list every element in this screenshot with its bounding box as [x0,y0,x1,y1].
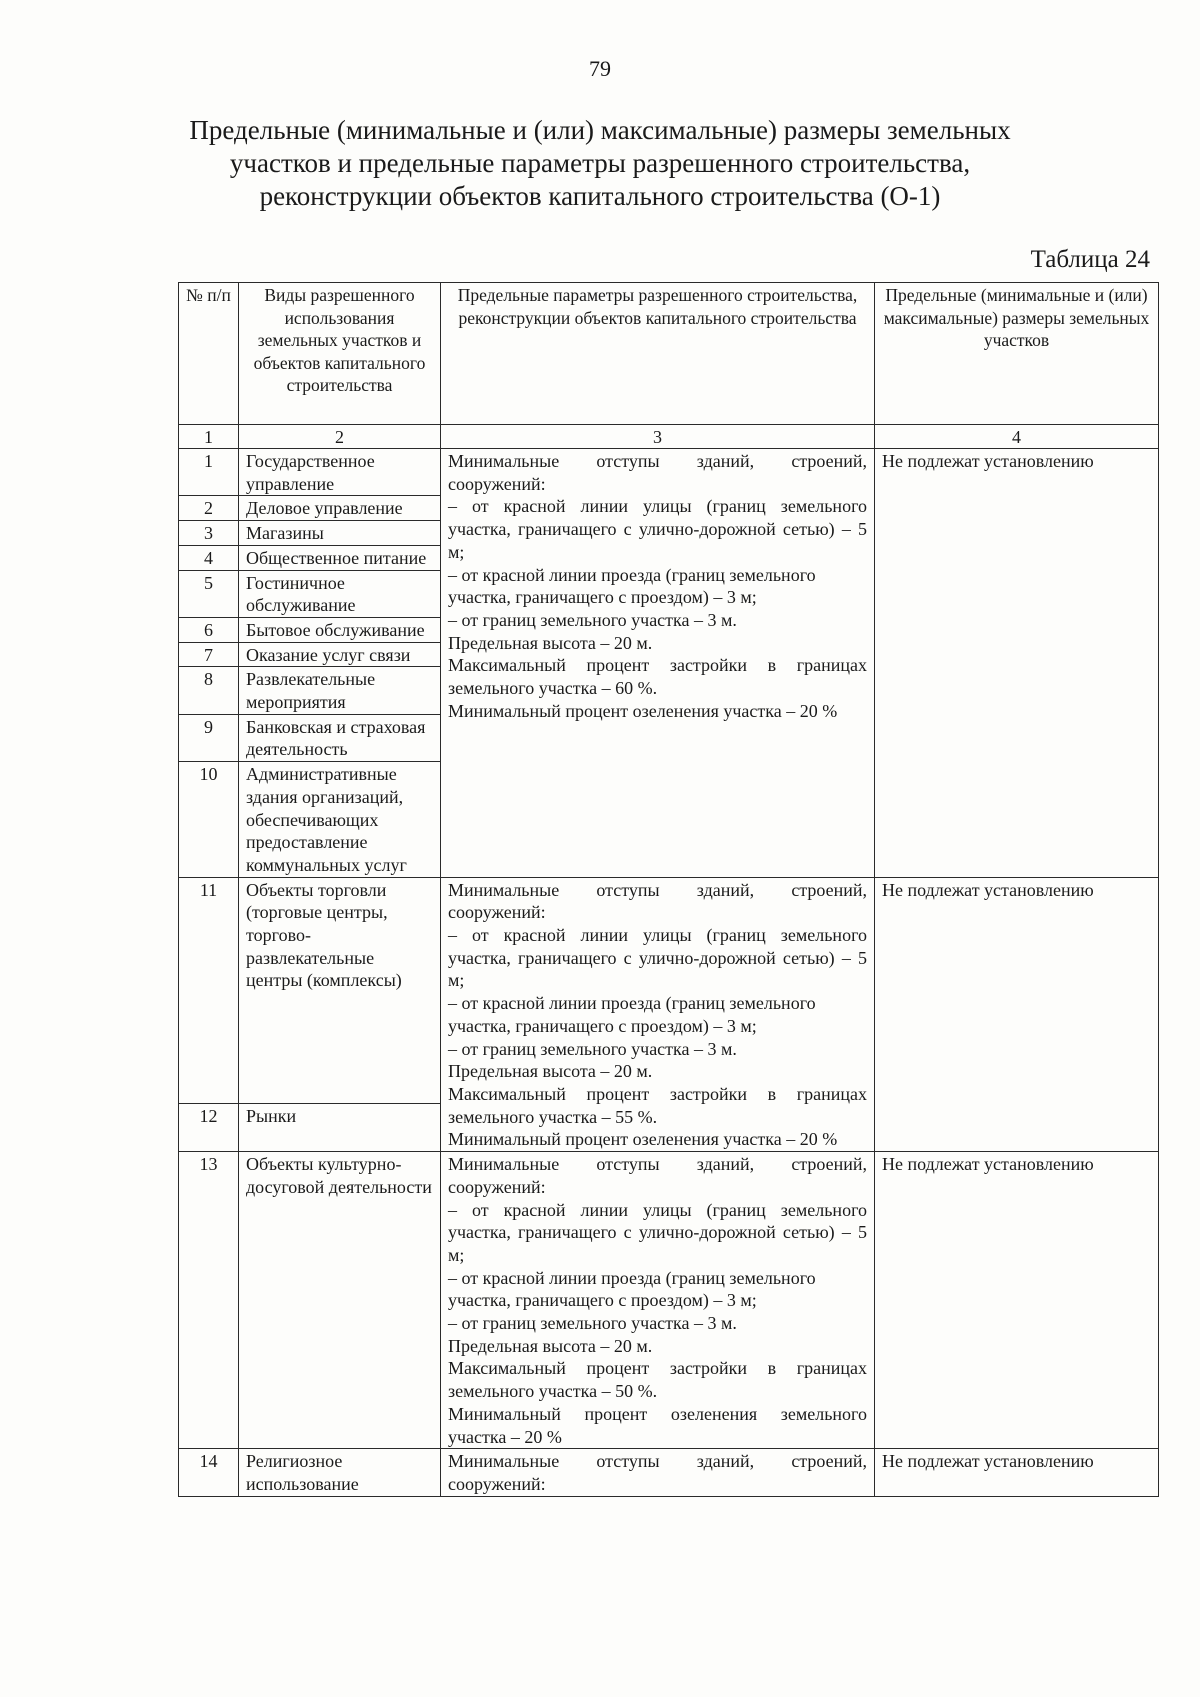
row-number: 11 [179,877,239,1103]
parameters-cell [441,449,875,878]
parameters-cell [441,1449,875,1496]
row-use-type: Объекты культурно-досуговой деятельности [239,1152,441,1449]
param-line: – от границ земельного участка – 3 м. [448,609,737,630]
param-line: – от красной линии проезда (границ земельного участка, граничащего с проездом) – 3 м; [448,993,816,1036]
title-line: участков и предельные параметры разрешенного строительства, [229,148,971,178]
row-number: 1 [179,449,239,496]
column-number-row [179,425,1159,449]
row-use-type: Общественное питание [239,545,441,570]
param-line: – от границ земельного участка – 3 м. [448,1313,737,1334]
table-label: Таблица 24 [1030,246,1150,273]
parameters-cell [441,1152,875,1449]
column-number: 3 [441,425,875,449]
table-row [179,1449,1159,1496]
row-use-type: Деловое управление [239,496,441,521]
param-line: Минимальный процент озеленения земельного участка – 20 % [448,1403,867,1447]
param-line: – от границ земельного участка – 3 м. [448,1038,737,1059]
row-number: 12 [179,1103,239,1151]
row-number: 9 [179,714,239,761]
row-number: 3 [179,521,239,546]
param-line: Минимальные отступы зданий, строений, сооружений: [448,1154,867,1197]
row-use-type: Развлекательные мероприятия [239,667,441,714]
plot-size-cell: Не подлежат установлению [875,449,1159,878]
row-number: 10 [179,762,239,878]
param-line: Минимальные отступы зданий, строений, сооружений: [448,451,867,494]
row-number: 4 [179,545,239,570]
header-plot-size: Предельные (минимальные и (или) максимальные) размеры земельных участков [875,283,1159,425]
row-use-type: Гостиничное обслуживание [239,570,441,617]
param-line: – от красной линии проезда (границ земельного участка, граничащего с проездом) – 3 м; [448,564,816,608]
param-line: Минимальный процент озеленения участка – 20 % [448,1129,838,1150]
row-use-type: Административные здания организаций, обеспечивающих предоставление коммунальных услуг [239,762,441,878]
row-use-type: Рынки [239,1103,441,1151]
header-number: № п/п [179,283,239,425]
param-line: Предельная высота – 20 м. [448,1335,653,1356]
row-number: 13 [179,1152,239,1449]
row-use-type: Банковская и страховая деятельность [239,714,441,761]
param-line: – от красной линии улицы (границ земельного участка, граничащего с улично-дорожной сетью) – 5 м; [448,1199,867,1265]
title-line: Предельные (минимальные и (или) максимальные) размеры земельных [189,115,1011,145]
param-line: Максимальный процент застройки в границах земельного участка – 60 %. [448,655,867,699]
param-line: Минимальные отступы зданий, строений, сооружений: [448,1451,867,1494]
header-use-type: Виды разрешенного использования земельных участков и объектов капитального строительства [239,283,441,425]
table-row [179,449,1159,496]
param-line: Максимальный процент застройки в границах земельного участка – 50 %. [448,1358,867,1402]
header-parameters: Предельные параметры разрешенного строительства, реконструкции объектов капитального строительства [441,283,875,425]
page-number: 79 [589,56,611,81]
plot-size-cell: Не подлежат установлению [875,877,1159,1151]
param-line: Максимальный процент застройки в границах земельного участка – 55 %. [448,1083,867,1127]
table-row [179,877,1159,1103]
row-use-type: Государственное управление [239,449,441,496]
row-number: 8 [179,667,239,714]
param-line: Предельная высота – 20 м. [448,1061,653,1082]
plot-size-cell: Не подлежат установлению [875,1449,1159,1496]
plot-size-cell: Не подлежат установлению [875,1152,1159,1449]
row-number: 7 [179,642,239,667]
param-line: Минимальные отступы зданий, строений, сооружений: [448,879,867,923]
row-use-type: Бытовое обслуживание [239,617,441,642]
table-row [179,1152,1159,1449]
row-number: 14 [179,1449,239,1496]
param-line: Минимальный процент озеленения участка – 20 % [448,700,838,721]
param-line: Предельная высота – 20 м. [448,632,653,653]
row-number: 6 [179,617,239,642]
param-line: – от красной линии улицы (границ земельного участка, граничащего с улично-дорожной сетью) – 5 м; [448,925,867,991]
column-number: 4 [875,425,1159,449]
table-header-row [179,283,1159,425]
document-title [160,114,1040,213]
regulations-table [178,282,1159,1497]
param-line: – от красной линии проезда (границ земельного участка, граничащего с проездом) – 3 м; [448,1267,816,1311]
row-use-type: Религиозное использование [239,1449,441,1496]
row-use-type: Оказание услуг связи [239,642,441,667]
column-number: 1 [179,425,239,449]
column-number: 2 [239,425,441,449]
row-number: 5 [179,570,239,617]
row-use-type: Магазины [239,521,441,546]
param-line: – от красной линии улицы (границ земельного участка, граничащего с улично-дорожной сетью) – 5 м; [448,496,867,562]
parameters-cell [441,877,875,1151]
title-line: реконструкции объектов капитального строительства (О-1) [259,181,941,211]
row-number: 2 [179,496,239,521]
row-use-type: Объекты торговли (торговые центры, торгово-развлекательные центры (комплексы) [239,877,441,1103]
